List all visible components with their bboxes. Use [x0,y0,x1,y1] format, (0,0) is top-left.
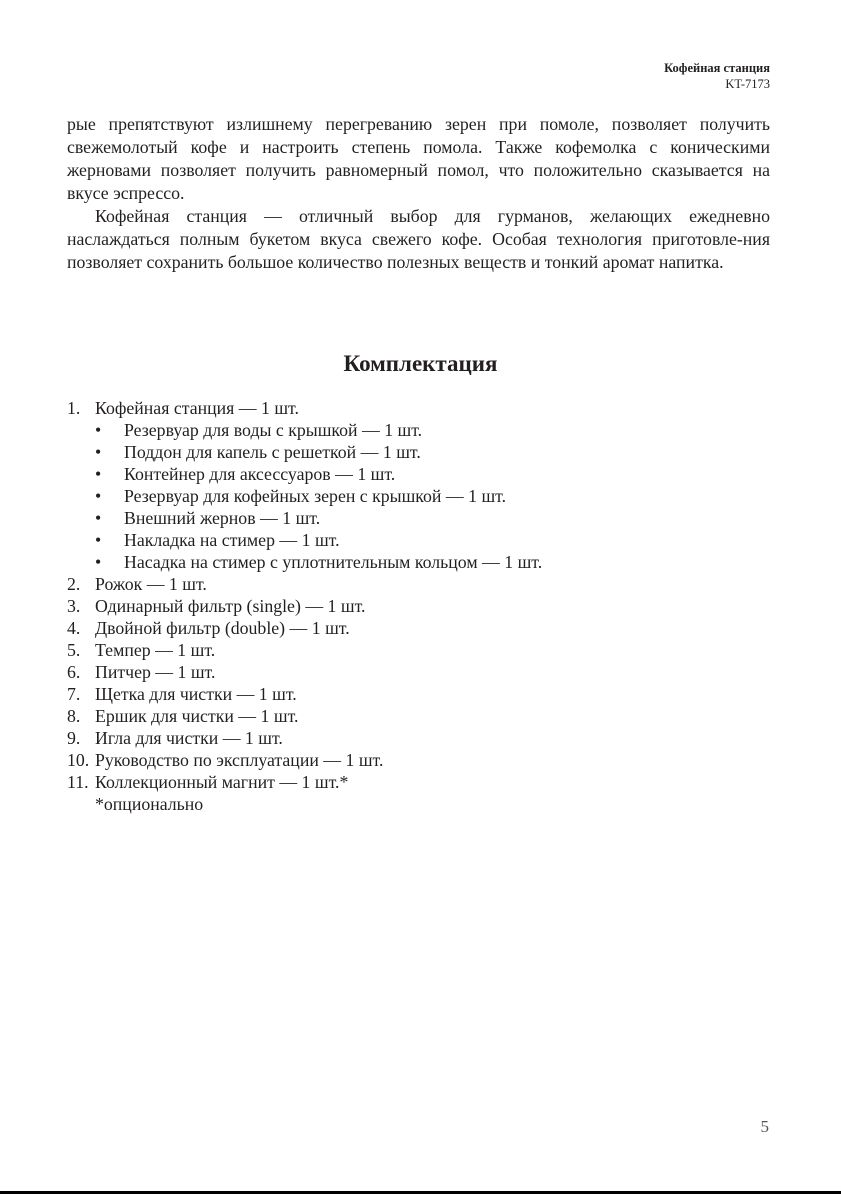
item-number: 1. [67,398,81,418]
bullet-icon: • [95,552,102,572]
item-text: Поддон для капель с решеткой — 1 шт. [124,442,421,462]
intro-text [67,113,770,274]
list-item [67,705,542,727]
bullet-icon: • [95,530,102,550]
item-text: Ершик для чистки — 1 шт. [95,706,299,726]
list-item [67,617,542,639]
item-number: 5. [67,640,81,660]
bullet-icon: • [95,420,102,440]
item-number: 2. [67,574,81,594]
kit-list [67,397,542,815]
sub-list-item [67,485,542,507]
list-item [67,683,542,705]
item-text: Коллекционный магнит — 1 шт.* [95,772,349,792]
sub-list-item [67,507,542,529]
sub-list-item [67,441,542,463]
item-number: 3. [67,596,81,616]
item-text: Контейнер для аксессуаров — 1 шт. [124,464,396,484]
item-number: 11. [67,772,89,792]
item-text: Накладка на стимер — 1 шт. [124,530,340,550]
footnote: *опционально [95,794,204,814]
bullet-icon: • [95,508,102,528]
item-number: 10. [67,750,90,770]
bullet-icon: • [95,486,102,506]
item-number: 8. [67,706,81,726]
sub-list-item [67,551,542,573]
item-text: Щетка для чистки — 1 шт. [95,684,297,704]
item-number: 7. [67,684,81,704]
item-number: 9. [67,728,81,748]
list-item [67,595,542,617]
item-text: Резервуар для воды с крышкой — 1 шт. [124,420,423,440]
sub-list-item [67,529,542,551]
page-number: 5 [760,1117,769,1136]
item-text: Рожок — 1 шт. [95,574,207,594]
item-text: Игла для чистки — 1 шт. [95,728,283,748]
list-item [67,397,542,419]
bullet-icon: • [95,442,102,462]
page-header [664,60,770,92]
sub-list-item [67,419,542,441]
item-text: Темпер — 1 шт. [95,640,216,660]
list-item [67,771,542,793]
list-item [67,639,542,661]
bullet-icon: • [95,464,102,484]
item-number: 4. [67,618,81,638]
item-text: Резервуар для кофейных зерен с крышкой — 1 шт. [124,486,507,506]
paragraph: рые препятствуют излишнему перегреванию зерен при помоле, позволяет получить свежемолотый кофе и настроить степень помола. Также кофемолка с коническими жерновами позволяет получить равномерный помол, что положительно сказывается на вкусе эспрессо. [67,114,770,203]
list-item [67,661,542,683]
item-text: Внешний жернов — 1 шт. [124,508,321,528]
item-text: Кофейная станция — 1 шт. [95,398,299,418]
item-text: Насадка на стимер с уплотнительным кольцом — 1 шт. [124,552,543,572]
item-text: Двойной фильтр (double) — 1 шт. [95,618,350,638]
item-text: Одинарный фильтр (single) — 1 шт. [95,596,366,616]
paragraph: Кофейная станция — отличный выбор для гурманов, желающих ежедневно наслаждаться полным букетом вкуса свежего кофе. Особая технология приготовле-ния позволяет сохранить большое количество полезных веществ и тонкий аромат напитка. [67,206,770,272]
list-item [67,573,542,595]
list-item [67,727,542,749]
sub-list-item [67,463,542,485]
header-model: KT-7173 [725,77,770,91]
header-title: Кофейная станция [664,61,770,75]
item-text: Питчер — 1 шт. [95,662,216,682]
item-text: Руководство по эксплуатации — 1 шт. [95,750,384,770]
item-number: 6. [67,662,81,682]
section-title: Комплектация [343,351,498,376]
list-item [67,749,542,771]
